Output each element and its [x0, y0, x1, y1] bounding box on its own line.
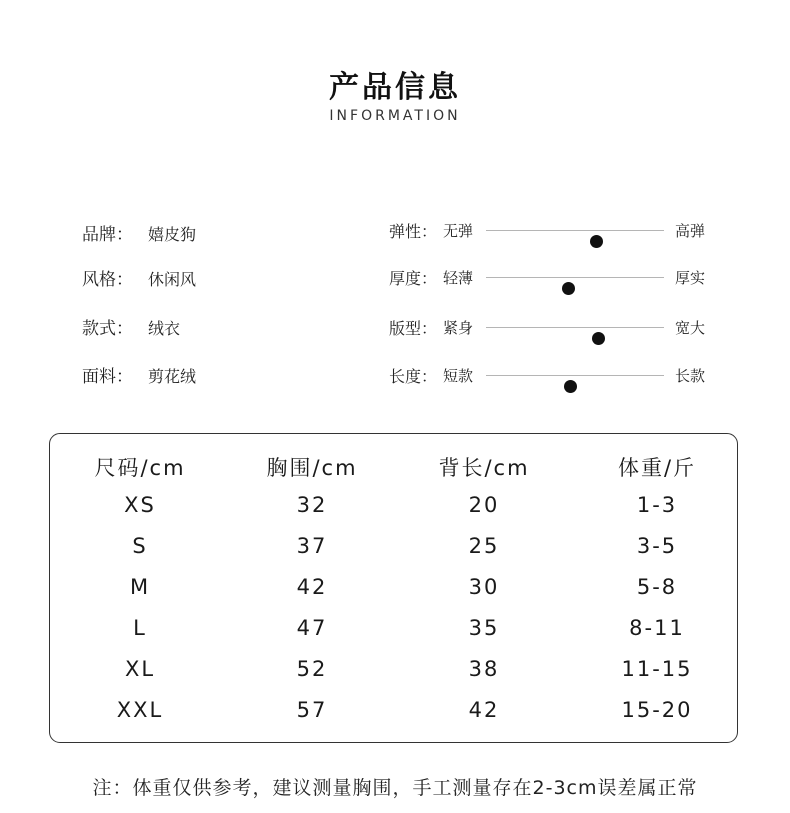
rating-track — [486, 327, 664, 328]
table-cell: 15-20 — [621, 698, 693, 722]
table-cell: XS — [124, 493, 156, 517]
attribute-value: 绒衣 — [148, 319, 181, 338]
rating-thickness — [389, 266, 719, 290]
table-cell: 20 — [468, 493, 500, 517]
rating-marker — [564, 380, 577, 393]
attribute-value: 剪花绒 — [148, 367, 197, 386]
table-cell: 5-8 — [636, 575, 678, 599]
table-cell: 11-15 — [621, 657, 693, 681]
rating-high-label: 厚实 — [675, 269, 706, 287]
table-cell: 47 — [296, 616, 328, 640]
table-cell: 57 — [296, 698, 328, 722]
rating-label: 版型： — [389, 319, 438, 338]
table-cell: 38 — [468, 657, 500, 681]
page-subtitle: INFORMATION — [329, 108, 461, 124]
table-cell: 3-5 — [636, 534, 678, 558]
table-cell: 35 — [468, 616, 500, 640]
attribute-value: 休闲风 — [148, 270, 197, 289]
table-cell: S — [132, 534, 148, 558]
table-header-weight: 体重/斤 — [617, 456, 697, 480]
table-header-size: 尺码/cm — [94, 456, 186, 480]
table-cell: 32 — [296, 493, 328, 517]
rating-marker — [592, 332, 605, 345]
attribute-label: 风格： — [82, 270, 133, 290]
rating-label: 长度： — [389, 367, 438, 386]
attribute-type — [82, 314, 181, 339]
rating-low-label: 紧身 — [443, 319, 474, 337]
rating-high-label: 宽大 — [675, 319, 706, 337]
rating-low-label: 轻薄 — [443, 269, 474, 287]
rating-label: 弹性： — [389, 222, 438, 241]
rating-length — [389, 364, 719, 388]
rating-track — [486, 277, 664, 278]
attribute-label: 款式： — [82, 319, 133, 339]
rating-fit — [389, 316, 719, 340]
attribute-brand — [82, 220, 197, 245]
attribute-fabric — [82, 362, 197, 387]
attribute-value: 嬉皮狗 — [148, 225, 197, 244]
attribute-style — [82, 265, 197, 290]
rating-marker — [562, 282, 575, 295]
table-cell: 42 — [296, 575, 328, 599]
table-cell: L — [133, 616, 147, 640]
footnote: 注：体重仅供参考，建议测量胸围，手工测量存在2-3cm误差属正常 — [92, 777, 698, 799]
table-cell: 52 — [296, 657, 328, 681]
size-table — [49, 433, 738, 743]
rating-high-label: 高弹 — [675, 222, 706, 240]
table-cell: 1-3 — [636, 493, 678, 517]
rating-low-label: 无弹 — [443, 222, 474, 240]
rating-low-label: 短款 — [443, 367, 474, 385]
table-cell: M — [129, 575, 151, 599]
rating-label: 厚度： — [389, 269, 438, 288]
table-cell: XXL — [116, 698, 164, 722]
rating-track — [486, 375, 664, 376]
page-title: 产品信息 — [329, 70, 461, 105]
rating-elasticity — [389, 219, 719, 243]
table-cell: 42 — [468, 698, 500, 722]
table-cell: 25 — [468, 534, 500, 558]
table-header-back-length: 背长/cm — [438, 456, 530, 480]
rating-high-label: 长款 — [675, 367, 706, 385]
attribute-label: 品牌： — [82, 225, 133, 245]
attribute-label: 面料： — [82, 367, 133, 387]
table-cell: 30 — [468, 575, 500, 599]
table-cell: 37 — [296, 534, 328, 558]
rating-marker — [590, 235, 603, 248]
rating-track — [486, 230, 664, 231]
table-cell: XL — [124, 657, 156, 681]
table-header-chest: 胸围/cm — [266, 456, 358, 480]
table-cell: 8-11 — [629, 616, 685, 640]
